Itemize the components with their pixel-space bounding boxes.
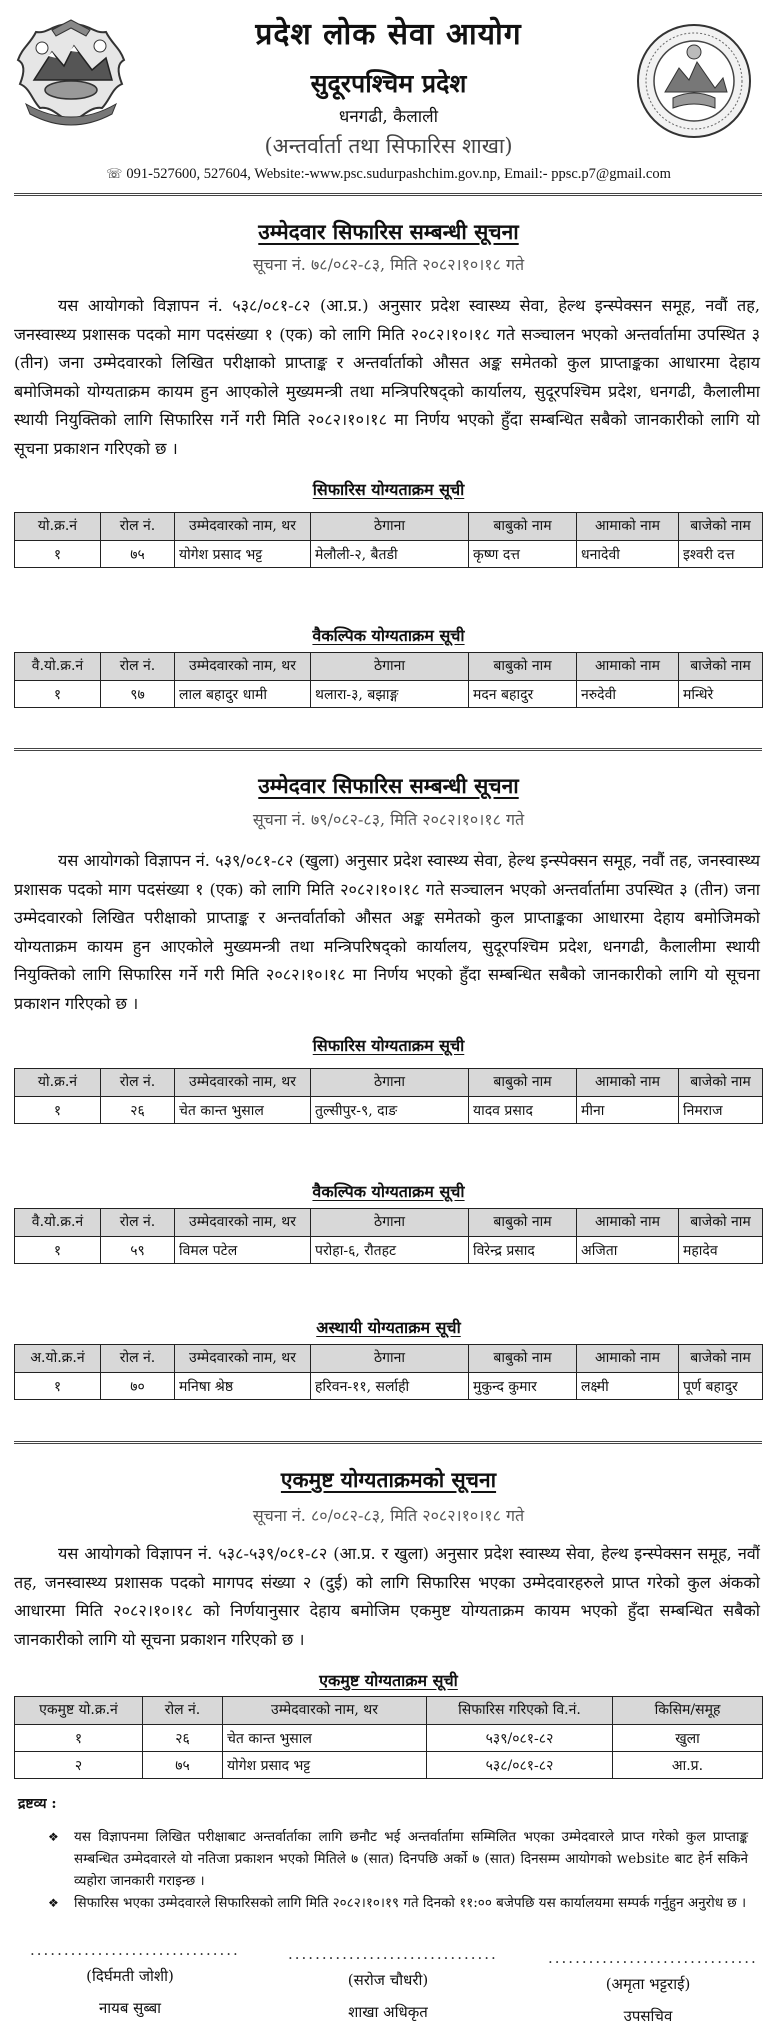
- col-father: बाबुको नाम: [469, 513, 577, 541]
- branch-name: (अन्तर्वार्ता तथा सिफारिस शाखा): [264, 134, 513, 158]
- signature-block: [30, 1941, 240, 2018]
- notice-2-rec-title: सिफारिस योग्यताक्रम सूची: [312, 1036, 465, 1055]
- signatory-name: (अमृता भट्टराई): [605, 1975, 691, 1993]
- cell-mother: मीना: [577, 1097, 679, 1124]
- table-header-row: [15, 1069, 763, 1097]
- note-text: सिफारिस भएका उम्मेदवारले सिफारिसको लागि मिति २०८२।१०।१९ गते दिनको ११:०० बजेपछि यस कार्यालयमा सम्पर्क गर्नुहुन अनुरोध छ ।: [74, 1895, 747, 1911]
- cell-name: योगेश प्रसाद भट्ट: [175, 541, 311, 568]
- col-mother: आमाको नाम: [577, 1069, 679, 1097]
- col-mother: आमाको नाम: [577, 1209, 679, 1237]
- notice-2-alt-table: [14, 1208, 763, 1264]
- col-overall-serial: एकमुष्ट यो.क्र.नं: [15, 1697, 143, 1725]
- col-name: उम्मेदवारको नाम, थर: [175, 653, 311, 681]
- table-row: [15, 1237, 763, 1264]
- col-grandfather: बाजेको नाम: [679, 1069, 763, 1097]
- cell-grandfather: पूर्ण बहादुर: [679, 1373, 763, 1400]
- cell-father: मदन बहादुर: [469, 681, 577, 708]
- col-address: ठेगाना: [311, 653, 469, 681]
- signatory-title: नायब सुब्बा: [98, 1999, 162, 2017]
- col-roll: रोल नं.: [101, 1209, 175, 1237]
- signature-block: [288, 1945, 498, 2022]
- cell-mother: लक्ष्मी: [577, 1373, 679, 1400]
- signature-block: [548, 1949, 758, 2026]
- notice-3-list-title: एकमुष्ट योग्यताक्रम सूची: [319, 1671, 458, 1690]
- col-grandfather: बाजेको नाम: [679, 653, 763, 681]
- diamond-bullet-icon: ❖: [48, 1830, 59, 1844]
- table-header-row: [15, 1697, 763, 1725]
- col-father: बाबुको नाम: [469, 1345, 577, 1373]
- col-group: किसिम/समूह: [613, 1697, 763, 1725]
- col-alt-serial: वै.यो.क्र.नं: [15, 653, 101, 681]
- cell-roll: ७०: [101, 1373, 175, 1400]
- col-name: उम्मेदवारको नाम, थर: [175, 1345, 311, 1373]
- cell-father: विरेन्द्र प्रसाद: [469, 1237, 577, 1264]
- col-alt-serial: वै.यो.क्र.नं: [15, 1209, 101, 1237]
- notice-1-title: उम्मेदवार सिफारिस सम्बन्धी सूचना: [258, 219, 519, 244]
- cell-address: परोहा-६, रौतहट: [311, 1237, 469, 1264]
- notice-1-rec-title: सिफारिस योग्यताक्रम सूची: [312, 480, 465, 499]
- col-mother: आमाको नाम: [577, 653, 679, 681]
- notice-3-body: यस आयोगको विज्ञापन नं. ५३८-५३९/०८१-८२ (आ.प्र. र खुला) अनुसार प्रदेश स्वास्थ्य सेवा, हेल्थ इन्स्पेक्सन समूह, नवौं तह, जनस्वास्थ्य प्रशासक पदको मागपद संख्या २ (दुई) को लागि सिफारिस भएका उम्मेदवारहरुले प्राप्त गरेको कुल अंकको आधारमा मिति २०८२।१०।१८ को निर्णयानुसार देहाय बमोजिम एकमुष्ट योग्यताक्रम कायम भएको हुँदा सम्बन्धित सबैको जानकारीको लागि यो सूचना प्रकाशन गरिएको छ ।: [14, 1544, 760, 1649]
- col-mother: आमाको नाम: [577, 1345, 679, 1373]
- contact-line: [0, 166, 777, 183]
- cell-grandfather: मन्धिरे: [679, 681, 763, 708]
- signature-line: ...............................: [30, 1941, 240, 1959]
- diamond-bullet-icon: ❖: [48, 1896, 59, 1910]
- notice-3-title: एकमुष्ट योग्यताक्रमको सूचना: [280, 1467, 497, 1492]
- notice-2-alt-title: वैकल्पिक योग्यताक्रम सूची: [312, 1182, 465, 1201]
- province-name: सुदूरपश्चिम प्रदेश: [310, 69, 467, 98]
- col-address: ठेगाना: [311, 1069, 469, 1097]
- col-name: उम्मेदवारको नाम, थर: [175, 1069, 311, 1097]
- col-father: बाबुको नाम: [469, 1069, 577, 1097]
- col-address: ठेगाना: [311, 1209, 469, 1237]
- cell-father: यादव प्रसाद: [469, 1097, 577, 1124]
- cell-grandfather: इश्वरी दत्त: [679, 541, 763, 568]
- cell-address: मेलौली-२, बैतडी: [311, 541, 469, 568]
- notice-1-alt-table: [14, 652, 763, 708]
- phone-icon: ☏: [106, 166, 123, 181]
- col-roll: रोल नं.: [101, 1345, 175, 1373]
- cell-roll: ७५: [143, 1752, 223, 1779]
- contact-text: 091-527600, 527604, Website:-www.psc.sudurpashchim.gov.np, Email:- ppsc.p7@gmail.com: [126, 166, 671, 182]
- cell-serial: १: [15, 1373, 101, 1400]
- notice-2-body: यस आयोगको विज्ञापन नं. ५३९/०८१-८२ (खुला) अनुसार प्रदेश स्वास्थ्य सेवा, हेल्थ इन्स्पेक्सन समूह, नवौं तह, जनस्वास्थ्य प्रशासक पदको माग पदसंख्या १ (एक) को लागि मिति २०८२।१०।१८ गते सञ्चालन भएको अन्तर्वार्तामा उपस्थित ३ (तीन) जना उम्मेदवारको लिखित परीक्षाको प्राप्ताङ्क र अन्तर्वार्ताको औसत अङ्क समेतको कुल प्राप्ताङ्कका आधारमा देहाय बमोजिमको योग्यताक्रम कायम हुन आएकोले मुख्यमन्त्री तथा मन्त्रिपरिषद्को कार्यालय, सुदूरपश्चिम प्रदेश, धनगढी, कैलालीमा स्थायी नियुक्तिको लागि सिफारिस गर्ने गरी मिति २०८२।१०।१८ मा निर्णय भएको हुँदा सम्बन्धित सबैको जानकारीको लागि यो सूचना प्रकाशन गरिएको छ ।: [14, 851, 760, 1013]
- cell-father: कृष्ण दत्त: [469, 541, 577, 568]
- col-roll: रोल नं.: [101, 1069, 175, 1097]
- cell-serial: १: [15, 541, 101, 568]
- col-grandfather: बाजेको नाम: [679, 513, 763, 541]
- col-father: बाबुको नाम: [469, 1209, 577, 1237]
- notice-2-ref: सूचना नं. ७९/०८२-८३, मिति २०८२।१०।१८ गते: [252, 810, 525, 829]
- signatory-title: उपसचिव: [623, 2007, 673, 2025]
- col-roll: रोल नं.: [101, 653, 175, 681]
- table-header-row: [15, 653, 763, 681]
- col-address: ठेगाना: [311, 1345, 469, 1373]
- signatory-name: (सरोज चौधरी): [347, 1971, 429, 1989]
- cell-address: हरिवन-११, सर्लाही: [311, 1373, 469, 1400]
- table-row: [15, 1373, 763, 1400]
- cell-father: मुकुन्द कुमार: [469, 1373, 577, 1400]
- cell-serial: १: [15, 1097, 101, 1124]
- cell-name: मनिषा श्रेष्ठ: [175, 1373, 311, 1400]
- table-header-row: [15, 1345, 763, 1373]
- header-divider: [14, 193, 762, 196]
- notice-1-alt-title: वैकल्पिक योग्यताक्रम सूची: [312, 626, 465, 645]
- cell-mother: अजिता: [577, 1237, 679, 1264]
- section-divider-1: [14, 748, 762, 751]
- cell-roll: ९७: [101, 681, 175, 708]
- signatory-name: (दिर्घमती जोशी): [86, 1967, 174, 1985]
- cell-roll: २६: [101, 1097, 175, 1124]
- notice-2-temp-title: अस्थायी योग्यताक्रम सूची: [316, 1318, 461, 1337]
- signature-line: ...............................: [548, 1949, 758, 1967]
- col-serial: यो.क्र.नं: [15, 1069, 101, 1097]
- table-row: [15, 541, 763, 568]
- cell-roll: २६: [143, 1725, 223, 1752]
- notice-2-title: उम्मेदवार सिफारिस सम्बन्धी सूचना: [258, 773, 519, 798]
- notice-2-temp-table: [14, 1344, 763, 1400]
- col-adv-no: सिफारिस गरिएको वि.नं.: [427, 1697, 613, 1725]
- signature-line: ...............................: [288, 1945, 498, 1963]
- cell-name: विमल पटेल: [175, 1237, 311, 1264]
- cell-roll: ५९: [101, 1237, 175, 1264]
- note-text: यस विज्ञापनमा लिखित परीक्षाबाट अन्तर्वार्ताका लागि छनौट भई अन्तर्वार्तामा सम्मिलित भएका उम्मेदवारले प्राप्त गरेको कुल प्राप्ताङ्क सम्बन्धित उम्मेदवारले यो नतिजा प्रकाशन भएको मितिले ७ (सात) दिनपछि अर्को ७ (सात) दिनसम्म आयोगको website बाट हेर्न सकिने व्यहोरा जानकारी गराइन्छ ।: [74, 1829, 748, 1889]
- table-row: [15, 1097, 763, 1124]
- cell-serial: १: [15, 1237, 101, 1264]
- col-name: उम्मेदवारको नाम, थर: [175, 513, 311, 541]
- col-temp-serial: अ.यो.क्र.नं: [15, 1345, 101, 1373]
- cell-grandfather: महादेव: [679, 1237, 763, 1264]
- org-title: प्रदेश लोक सेवा आयोग: [255, 17, 522, 52]
- table-header-row: [15, 1209, 763, 1237]
- cell-adv-no: ५३८/०८१-८२: [427, 1752, 613, 1779]
- signatory-title: शाखा अधिकृत: [348, 2003, 428, 2021]
- cell-name: चेत कान्त भुसाल: [175, 1097, 311, 1124]
- cell-adv-no: ५३९/०८१-८२: [427, 1725, 613, 1752]
- col-father: बाबुको नाम: [469, 653, 577, 681]
- city-name: धनगढी, कैलाली: [338, 107, 439, 127]
- notice-1-body: यस आयोगको विज्ञापन नं. ५३८/०८१-८२ (आ.प्र.) अनुसार प्रदेश स्वास्थ्य सेवा, हेल्थ इन्स्पेक्सन समूह, नवौं तह, जनस्वास्थ्य प्रशासक पदको माग पदसंख्या १ (एक) को लागि मिति २०८२।१०।१८ गते सञ्चालन भएको अन्तर्वार्तामा उपस्थित ३ (तीन) जना उम्मेदवारको लिखित परीक्षाको प्राप्ताङ्क र अन्तर्वार्ताको औसत अङ्क समेतको कुल प्राप्ताङ्कका आधारमा देहाय बमोजिमको योग्यताक्रम कायम हुन आएकोले मुख्यमन्त्री तथा मन्त्रिपरिषद्को कार्यालय, सुदूरपश्चिम प्रदेश, धनगढी, कैलालीमा स्थायी नियुक्तिको लागि सिफारिस गर्ने गरी मिति २०८२।१०।१८ मा निर्णय भएको हुँदा सम्बन्धित सबैको जानकारीको लागि यो सूचना प्रकाशन गरिएको छ ।: [14, 296, 760, 458]
- table-row: [15, 1752, 763, 1779]
- cell-roll: ७५: [101, 541, 175, 568]
- section-divider-2: [14, 1441, 762, 1444]
- cell-name: लाल बहादुर धामी: [175, 681, 311, 708]
- col-roll: रोल नं.: [101, 513, 175, 541]
- cell-mother: धनादेवी: [577, 541, 679, 568]
- col-grandfather: बाजेको नाम: [679, 1345, 763, 1373]
- notice-3-ref: सूचना नं. ८०/०८२-८३, मिति २०८२।१०।१८ गते: [252, 1506, 525, 1525]
- col-name: उम्मेदवारको नाम, थर: [223, 1697, 427, 1725]
- notice-1-rec-table: [14, 512, 763, 568]
- notice-1-ref: सूचना नं. ७८/०८२-८३, मिति २०८२।१०।१८ गते: [252, 255, 525, 274]
- note-item: [48, 1826, 748, 1892]
- cell-serial: १: [15, 1725, 143, 1752]
- col-grandfather: बाजेको नाम: [679, 1209, 763, 1237]
- cell-address: तुल्सीपुर-९, दाङ: [311, 1097, 469, 1124]
- col-serial: यो.क्र.नं: [15, 513, 101, 541]
- table-row: [15, 1725, 763, 1752]
- cell-mother: नरुदेवी: [577, 681, 679, 708]
- cell-grandfather: निमराज: [679, 1097, 763, 1124]
- note-item: [48, 1892, 748, 1914]
- table-row: [15, 681, 763, 708]
- col-mother: आमाको नाम: [577, 513, 679, 541]
- table-header-row: [15, 513, 763, 541]
- cell-name: योगेश प्रसाद भट्ट: [223, 1752, 427, 1779]
- cell-name: चेत कान्त भुसाल: [223, 1725, 427, 1752]
- cell-serial: १: [15, 681, 101, 708]
- note-label: द्रष्टव्य :: [18, 1796, 57, 1812]
- cell-address: थलारा-३, बझाङ्ग: [311, 681, 469, 708]
- cell-group: खुला: [613, 1725, 763, 1752]
- col-roll: रोल नं.: [143, 1697, 223, 1725]
- notice-2-rec-table: [14, 1068, 763, 1124]
- col-name: उम्मेदवारको नाम, थर: [175, 1209, 311, 1237]
- notice-3-table: [14, 1696, 763, 1779]
- col-address: ठेगाना: [311, 513, 469, 541]
- cell-group: आ.प्र.: [613, 1752, 763, 1779]
- cell-serial: २: [15, 1752, 143, 1779]
